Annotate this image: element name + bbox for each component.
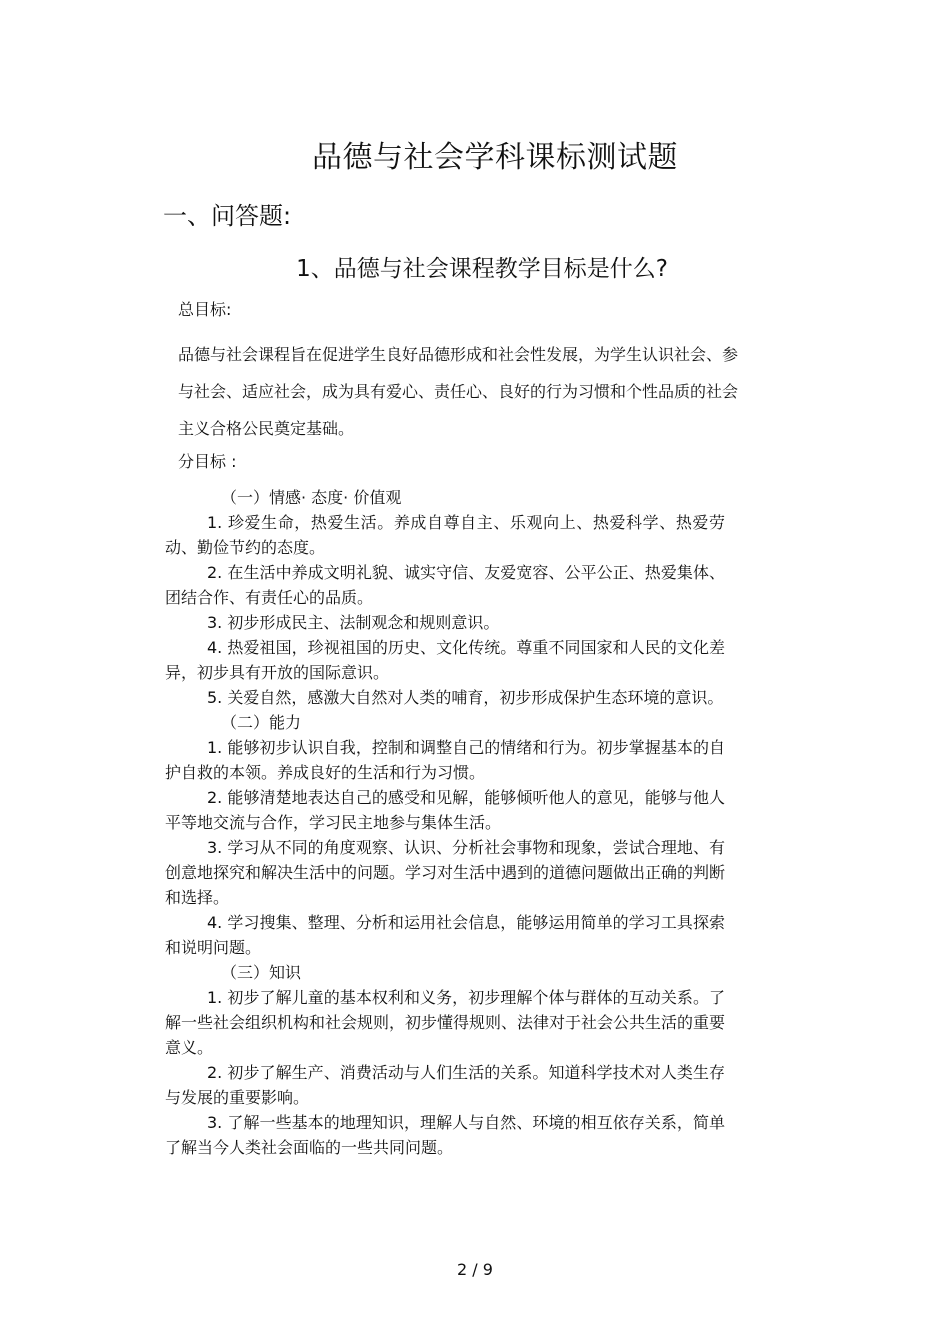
list-item: 4. 热爱祖国，珍视祖国的历史、文化传统。尊重不同国家和人民的文化差异，初步具有开放的国际意识。 — [165, 638, 725, 682]
overall-goal-paragraph: 品德与社会课程旨在促进学生良好品德形成和社会性发展，为学生认识社会、参与社会、适应社会，成为具有爱心、责任心、良好的行为习惯和个性品质的社会主义合格公民奠定基础。 — [178, 345, 739, 438]
list-item: 2. 初步了解生产、消费活动与人们生活的关系。知道科学技术对人类生存与发展的重要影响。 — [165, 1063, 725, 1107]
sub-goal-body — [165, 485, 725, 1160]
list-item: 1. 初步了解儿童的基本权利和义务，初步理解个体与群体的互动关系。了解一些社会组织机构和社会规则，初步懂得规则、法律对于社会公共生活的重要意义。 — [165, 988, 726, 1057]
document-title: 品德与社会学科课标测试题 — [312, 140, 678, 175]
list-item: 2. 在生活中养成文明礼貌、诚实守信、友爱宽容、公平公正、热爱集体、团结合作、有责任心的品质。 — [165, 563, 725, 607]
list-item: 5. 关爱自然，感激大自然对人类的哺育，初步形成保护生态环境的意识。 — [207, 688, 724, 707]
list-item: 3. 了解一些基本的地理知识，理解人与自然、环境的相互依存关系，简单了解当今人类社会面临的一些共同问题。 — [165, 1113, 725, 1157]
sub-goal-label: 分目标 : — [178, 452, 237, 471]
section-heading: 一、问答题: — [163, 202, 292, 230]
list-item: 4. 学习搜集、整理、分析和运用社会信息，能够运用简单的学习工具探索和说明问题。 — [165, 913, 725, 957]
list-item: 1. 珍爱生命，热爱生活。养成自尊自主、乐观向上、热爱科学、热爱劳动、勤俭节约的态度。 — [165, 513, 725, 557]
question-heading: 1、品德与社会课程教学目标是什么? — [296, 256, 668, 282]
overall-goal-label: 总目标: — [178, 300, 232, 319]
page-indicator: 2 / 9 — [457, 1260, 493, 1279]
group-heading-ability: （二）能力 — [221, 713, 302, 732]
group-heading-emotion: （一）情感· 态度· 价值观 — [221, 488, 402, 507]
list-item: 3. 学习从不同的角度观察、认识、分析社会事物和现象，尝试合理地、有创意地探究和解决生活中的问题。学习对生活中遇到的道德问题做出正确的判断和选择。 — [165, 838, 726, 907]
list-item: 3. 初步形成民主、法制观念和规则意识。 — [207, 613, 500, 632]
list-item: 1. 能够初步认识自我，控制和调整自己的情绪和行为。初步掌握基本的自护自救的本领。养成良好的生活和行为习惯。 — [165, 738, 725, 782]
list-item: 2. 能够清楚地表达自己的感受和见解，能够倾听他人的意见，能够与他人平等地交流与合作，学习民主地参与集体生活。 — [165, 788, 725, 832]
group-heading-knowledge: （三）知识 — [221, 963, 302, 982]
